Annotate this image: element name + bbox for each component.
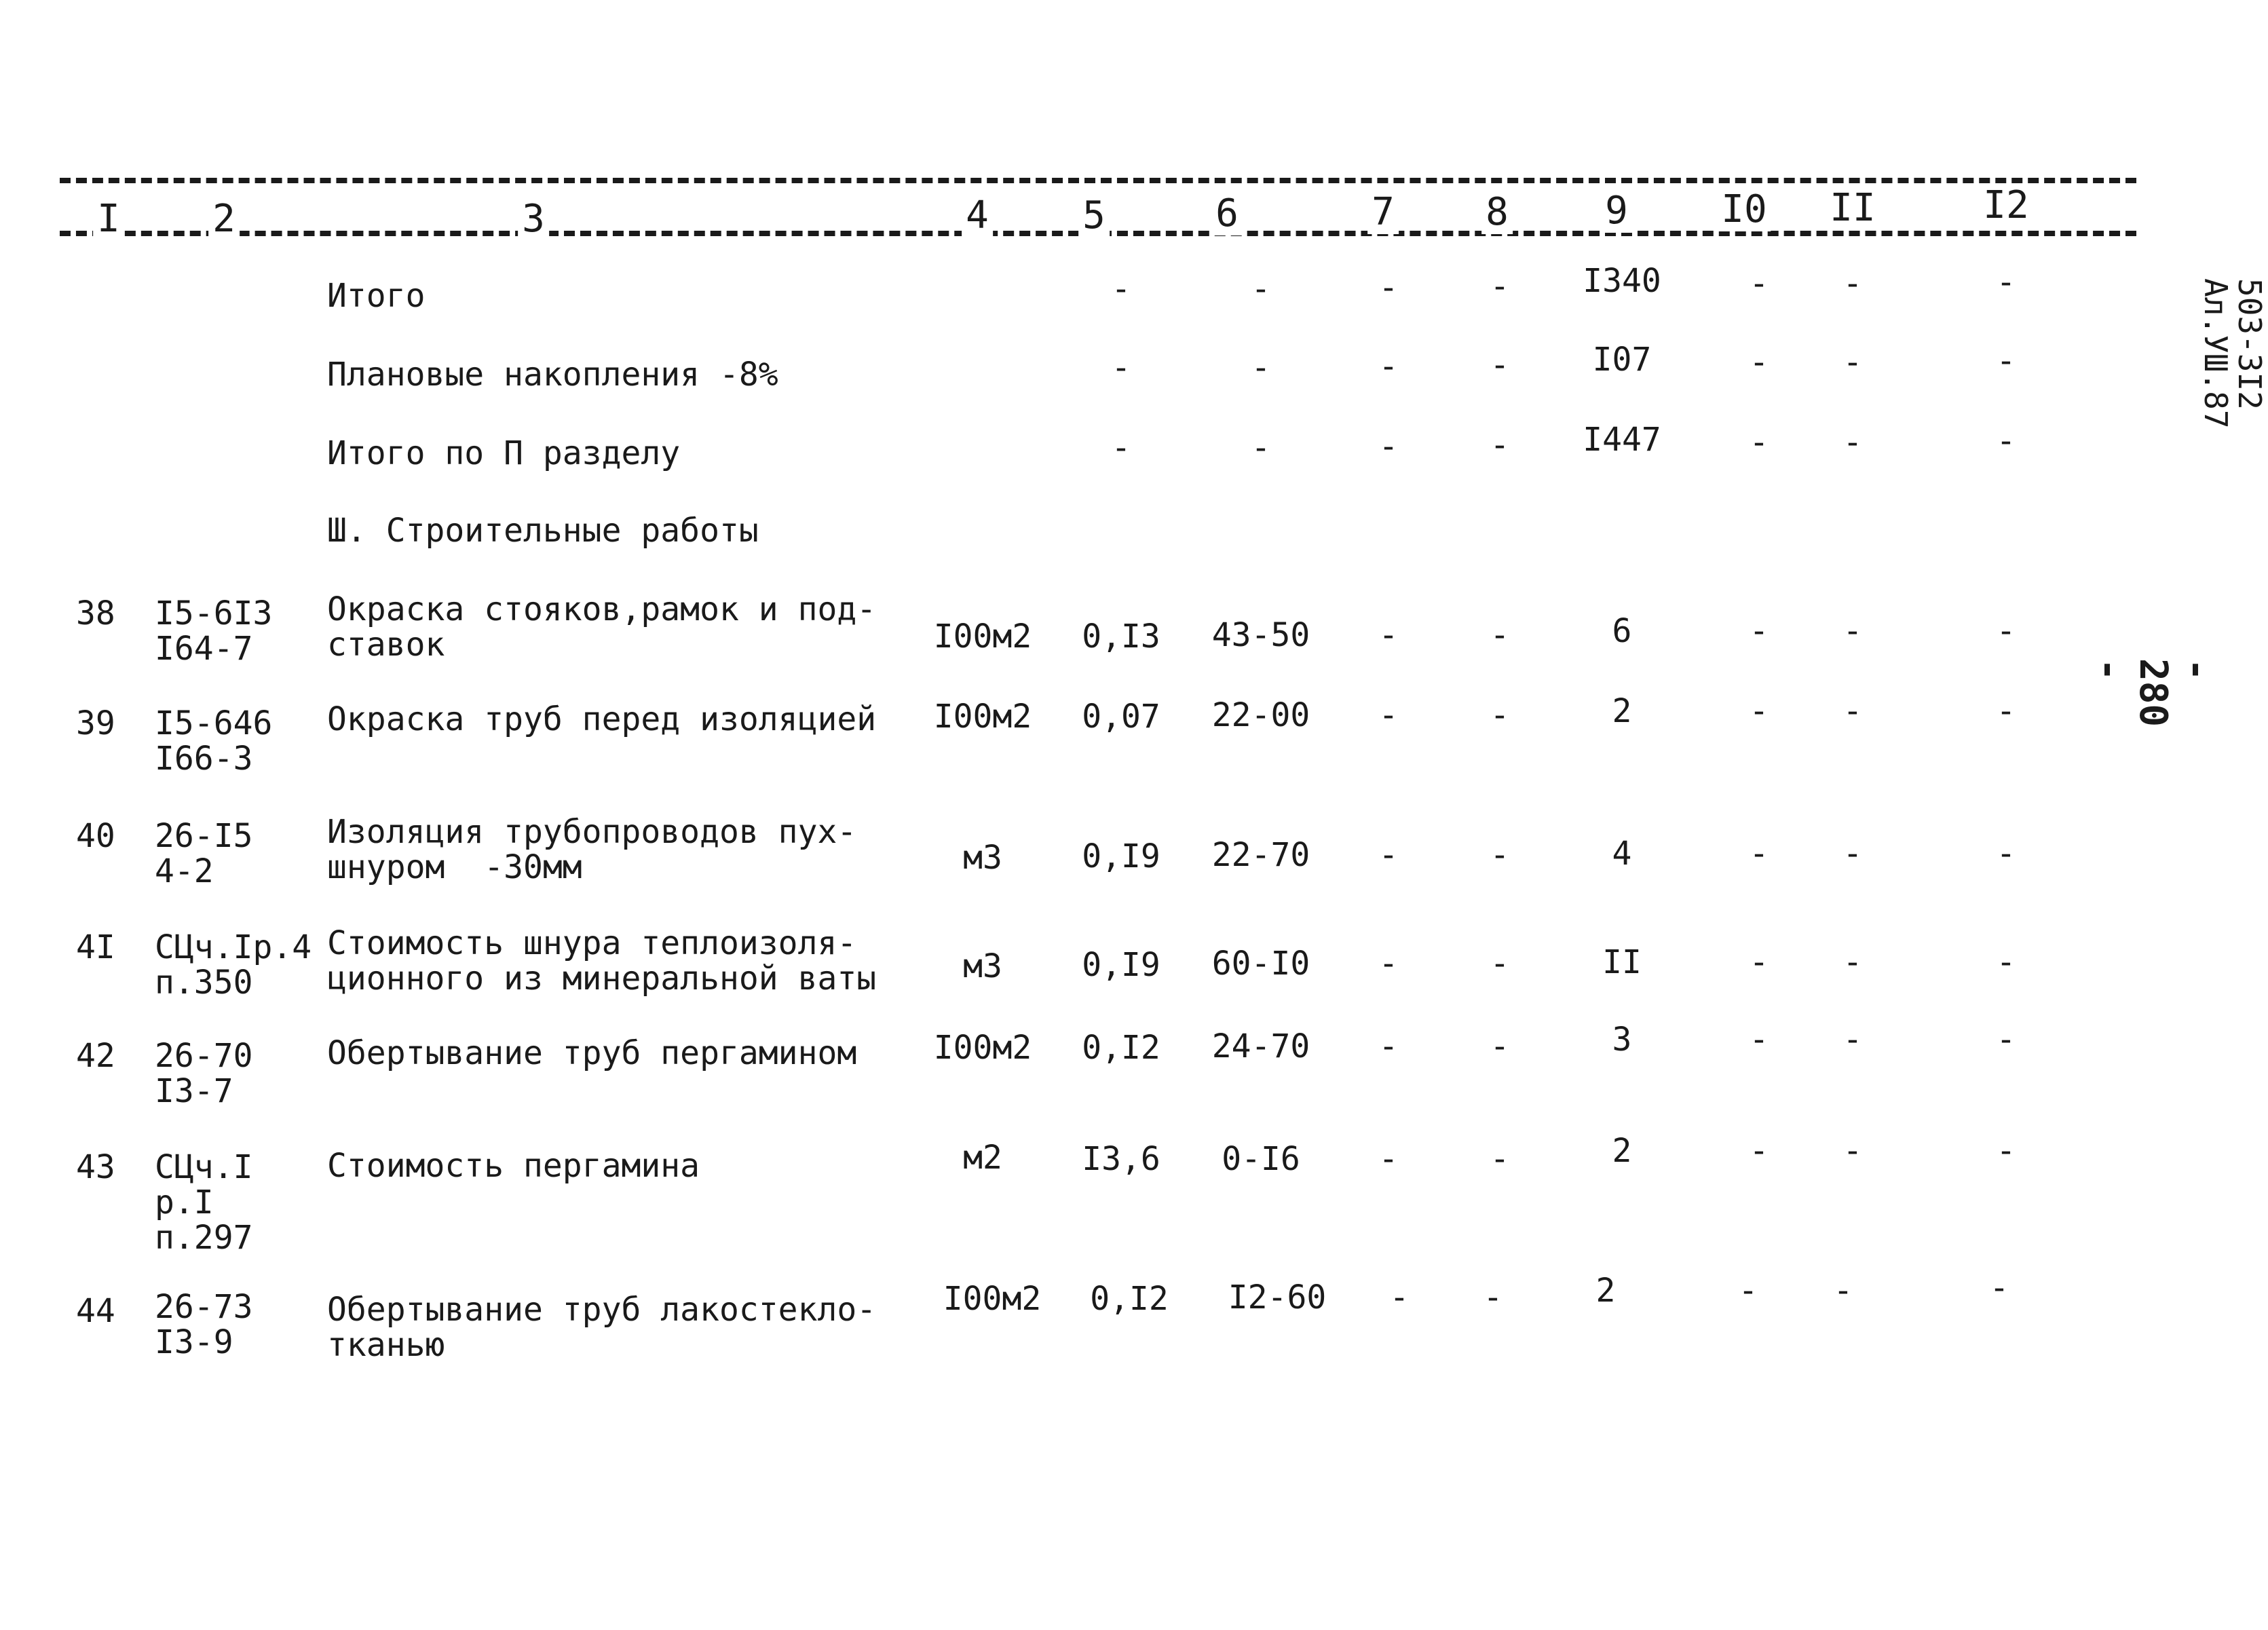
row-number: 44 [76, 1292, 115, 1330]
cell-c11: - [1842, 265, 1863, 303]
summary-name: Плановые накопления -8% [327, 356, 778, 394]
cell-c12: - [1989, 1269, 2009, 1307]
cell-c10: - [1749, 943, 1769, 981]
row-number: 42 [76, 1037, 115, 1075]
cell-c5: - [1111, 429, 1131, 467]
col-number-4: 4 [962, 193, 993, 238]
row-number: 4I [76, 928, 115, 966]
cell-c9: I340 [1583, 262, 1661, 300]
cell-c7: - [1378, 945, 1399, 983]
row-code: 26-70 I3-7 [155, 1037, 253, 1110]
cell-c12: - [1996, 1021, 2016, 1059]
cell-c12: - [1996, 1132, 2016, 1170]
header-top-rule [60, 178, 2136, 183]
row-code: 26-I5 4-2 [155, 817, 253, 890]
cell-c12: - [1996, 692, 2016, 730]
cell-c9: 3 [1612, 1021, 1632, 1059]
document-code-line1: 503-3I2 [2231, 278, 2268, 410]
cell-c9: 4 [1612, 835, 1632, 873]
cell-c9: 6 [1612, 612, 1632, 650]
cell-price: 60-I0 [1211, 945, 1310, 983]
col-number-8: 8 [1481, 190, 1513, 234]
cell-qty: 0,I9 [1082, 837, 1160, 875]
row-number: 38 [76, 594, 115, 632]
cell-c8: - [1490, 267, 1510, 305]
cell-c11: - [1842, 1132, 1863, 1170]
cell-c8: - [1490, 346, 1510, 384]
cell-c11: - [1833, 1272, 1853, 1310]
cell-c12: - [1996, 835, 2016, 873]
cell-qty: 0,07 [1082, 698, 1160, 736]
summary-name: Итого по П разделу [327, 434, 681, 472]
cell-c9: 2 [1595, 1272, 1616, 1310]
col-number-5: 5 [1078, 193, 1110, 238]
cell-unit: м3 [963, 839, 1002, 877]
row-code: СЦч.Iр.4 п.350 [155, 928, 312, 1002]
cell-c7: - [1378, 347, 1399, 385]
cell-c7: - [1378, 616, 1399, 654]
cell-c12: - [1996, 612, 2016, 650]
section-title: Ш. Строительные работы [327, 512, 759, 550]
cell-c8: - [1490, 616, 1510, 654]
summary-name: Итого [327, 277, 426, 315]
page-number: - 280 - [2087, 658, 2219, 727]
cell-c8: - [1483, 1278, 1503, 1316]
cell-c8: - [1490, 1027, 1510, 1065]
cell-c11: - [1842, 943, 1863, 981]
cell-c9: I07 [1592, 341, 1652, 379]
cell-c7: - [1389, 1278, 1410, 1316]
cell-price: 0-I6 [1222, 1140, 1300, 1178]
row-name: Окраска стояков,рамок и под- ставок [327, 590, 877, 664]
cell-c9: I447 [1583, 421, 1661, 459]
cell-qty: 0,I9 [1082, 946, 1160, 984]
cell-qty: 0,I2 [1090, 1280, 1169, 1318]
cell-c9: 2 [1612, 692, 1632, 730]
cell-c7: - [1378, 696, 1399, 734]
cell-c7: - [1378, 1140, 1399, 1178]
cell-unit: м2 [963, 1139, 1002, 1177]
cell-c9: II [1602, 943, 1642, 981]
document-code-line2: Ал.УШ.87 [2197, 278, 2234, 429]
row-name: Обертывание труб пергамином [327, 1034, 857, 1072]
cell-unit: I00м2 [933, 1029, 1032, 1067]
cell-c12: - [1996, 422, 2016, 460]
col-number-1: I [93, 197, 124, 241]
cell-qty: 0,I2 [1082, 1029, 1160, 1067]
cell-qty: 0,I3 [1082, 618, 1160, 656]
cell-c7: - [1378, 269, 1399, 307]
cell-c8: - [1490, 945, 1510, 983]
row-code: 26-73 I3-9 [155, 1288, 253, 1361]
row-name: Стоимость пергамина [327, 1147, 700, 1185]
cell-c8: - [1490, 1140, 1510, 1178]
cell-c10: - [1738, 1272, 1758, 1310]
cell-unit: м3 [963, 947, 1002, 985]
cell-c10: - [1749, 692, 1769, 730]
cell-price: 24-70 [1211, 1027, 1310, 1065]
col-number-3: 3 [518, 197, 549, 241]
cell-c9: 2 [1612, 1132, 1632, 1170]
cell-c5: - [1111, 349, 1131, 387]
cell-c10: - [1749, 1021, 1769, 1059]
cell-unit: I00м2 [943, 1280, 1042, 1318]
cell-c10: - [1749, 835, 1769, 873]
col-number-10: I0 [1717, 187, 1771, 231]
row-number: 40 [76, 817, 115, 855]
col-number-9: 9 [1601, 189, 1632, 233]
cell-c10: - [1749, 423, 1769, 461]
row-name: Окраска труб перед изоляцией [327, 700, 877, 738]
cell-c7: - [1378, 428, 1399, 466]
col-number-2: 2 [208, 197, 240, 241]
row-code: I5-646 I66-3 [155, 704, 273, 778]
cell-c8: - [1490, 426, 1510, 464]
row-number: 43 [76, 1148, 115, 1186]
cell-c11: - [1842, 612, 1863, 650]
cell-c11: - [1842, 343, 1863, 381]
cell-c10: - [1749, 265, 1769, 303]
cell-price: 22-00 [1211, 696, 1310, 734]
row-name: Обертывание труб лакостекло- тканью [327, 1291, 877, 1364]
document-code [2199, 278, 2267, 429]
col-number-12: I2 [1979, 183, 2033, 227]
cell-c11: - [1842, 835, 1863, 873]
cell-c8: - [1490, 696, 1510, 734]
cell-c6: - [1251, 429, 1271, 467]
cell-unit: I00м2 [933, 698, 1032, 736]
cell-c8: - [1490, 836, 1510, 874]
row-code: I5-6I3 I64-7 [155, 594, 273, 668]
cell-c6: - [1251, 349, 1271, 387]
cell-c10: - [1749, 1132, 1769, 1170]
cell-unit: I00м2 [933, 618, 1032, 656]
row-number: 39 [76, 704, 115, 742]
cell-c12: - [1996, 263, 2016, 301]
cell-price: 43-50 [1211, 616, 1310, 654]
col-number-6: 6 [1211, 191, 1243, 235]
cell-c6: - [1251, 270, 1271, 308]
col-number-11: II [1826, 186, 1879, 230]
row-code: СЦч.I р.I п.297 [155, 1148, 253, 1257]
cell-c10: - [1749, 612, 1769, 650]
cell-c12: - [1996, 342, 2016, 380]
cell-c11: - [1842, 423, 1863, 461]
cell-price: 22-70 [1211, 836, 1310, 874]
cell-c10: - [1749, 343, 1769, 381]
cell-c12: - [1996, 943, 2016, 981]
row-name: Изоляция трубопроводов пух- шнуром -30мм [327, 813, 857, 886]
cell-price: I2-60 [1228, 1278, 1327, 1316]
row-name: Стоимость шнура теплоизоля- ционного из минеральной ваты [327, 924, 877, 998]
cell-c7: - [1378, 836, 1399, 874]
cell-qty: I3,6 [1082, 1140, 1160, 1178]
cell-c5: - [1111, 270, 1131, 308]
cell-c7: - [1378, 1027, 1399, 1065]
col-number-7: 7 [1367, 190, 1399, 234]
cell-c11: - [1842, 692, 1863, 730]
cell-c11: - [1842, 1021, 1863, 1059]
